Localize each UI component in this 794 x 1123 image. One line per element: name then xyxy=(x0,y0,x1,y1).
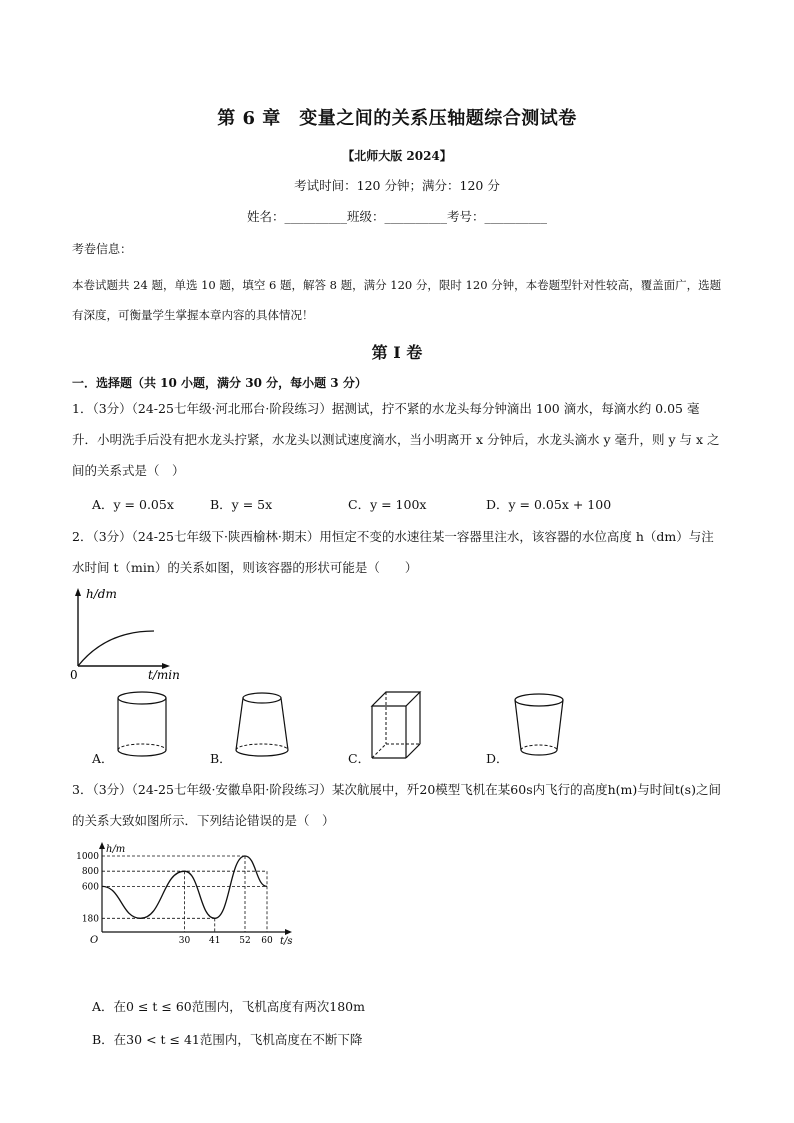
q2-option-a-shape xyxy=(112,690,172,760)
q2-ylabel: h/dm xyxy=(86,587,117,601)
origin-label: O xyxy=(90,935,99,946)
part-title: 第 I 卷 xyxy=(371,343,423,362)
y-tick-label: 600 xyxy=(81,882,99,893)
x-tick-label: 60 xyxy=(261,936,273,946)
q1-option-a: A．y = 0.05x xyxy=(92,497,174,512)
q2-option-a-label: A． xyxy=(92,751,114,766)
y-tick-label: 800 xyxy=(81,867,99,878)
y-axis-arrow xyxy=(99,842,105,849)
x-tick-label: 52 xyxy=(239,936,251,946)
q3-option-a: A．在0 ≤ t ≤ 60范围内，飞机高度有两次180m xyxy=(92,999,365,1014)
q2-option-c-label: C． xyxy=(348,751,371,766)
q2-y-arrow xyxy=(75,588,81,596)
student-fields: 姓名：__________班级：__________考号：__________ xyxy=(246,209,547,224)
q2-origin: 0 xyxy=(70,668,78,682)
question-3-stem: 3．（3分）（24-25七年级·安徽阜阳·阶段练习）某次航展中，歼20模型飞机在某60s内飞行的高度h(m)与时间t(s)之间的关系大致如图所示．下列结论错误的是（ ） xyxy=(72,782,721,828)
q1-option-c: C．y = 100x xyxy=(348,497,427,512)
q1-option-d: D．y = 0.05x + 100 xyxy=(486,497,612,512)
q2-xlabel: t/min xyxy=(148,668,180,682)
page-title: 第 6 章 变量之间的关系压轴题综合测试卷 xyxy=(217,108,577,129)
q2-curve xyxy=(78,631,154,666)
info-label: 考卷信息： xyxy=(72,242,133,256)
q2-option-b-shape xyxy=(230,690,294,760)
edition-label: 【北师大版 2024】 xyxy=(342,149,452,163)
x-tick-label: 30 xyxy=(178,936,191,946)
q2-graph xyxy=(66,586,196,684)
x-axis-arrow xyxy=(285,929,292,935)
q2-option-d-label: D． xyxy=(486,751,509,766)
x-tick-label: 41 xyxy=(209,936,221,946)
exam-meta: 考试时间：120 分钟；满分：120 分 xyxy=(294,178,500,193)
section-title: 一．选择题（共 10 小题，满分 30 分，每小题 3 分） xyxy=(72,376,367,390)
info-text: 本卷试题共 24 题，单选 10 题，填空 6 题，解答 8 题，满分 120 分，限时 120 分钟，本卷题型针对性较高，覆盖面广，选题有深度，可衡量学生掌握本章内容的具体情况！ xyxy=(72,278,722,322)
q2-option-d-shape xyxy=(508,692,570,760)
y-tick-label: 180 xyxy=(81,914,99,925)
question-1-stem: 1．（3分）（24-25七年级·河北邢台·阶段练习）据测试，拧不紧的水龙头每分钟滴出 100 滴水，每滴水约 0.05 毫升．小明洗手后没有把水龙头拧紧，水龙头以测试速度滴水，当小明离开 x 分钟后，水龙头滴水 y 毫升，则 y 与 x 之间的关系式是（ ） xyxy=(72,401,720,478)
y-axis-label: h/m xyxy=(106,844,126,855)
question-2-stem: 2．（3分）（24-25七年级下·陕西榆林·期末）用恒定不变的水速往某一容器里注水，该容器的水位高度 h（dm）与注水时间 t（min）的关系如图，则该容器的形状可能是（ ） xyxy=(72,529,714,575)
q2-option-c-shape xyxy=(368,688,424,762)
q1-option-b: B．y = 5x xyxy=(210,497,273,512)
x-axis-label: t/s xyxy=(280,936,293,947)
q3-option-b: B．在30 < t ≤ 41范围内，飞机高度在不断下降 xyxy=(92,1032,363,1047)
q2-option-b-label: B． xyxy=(210,751,232,766)
y-tick-label: 1000 xyxy=(76,852,99,862)
q3-chart xyxy=(66,840,296,952)
